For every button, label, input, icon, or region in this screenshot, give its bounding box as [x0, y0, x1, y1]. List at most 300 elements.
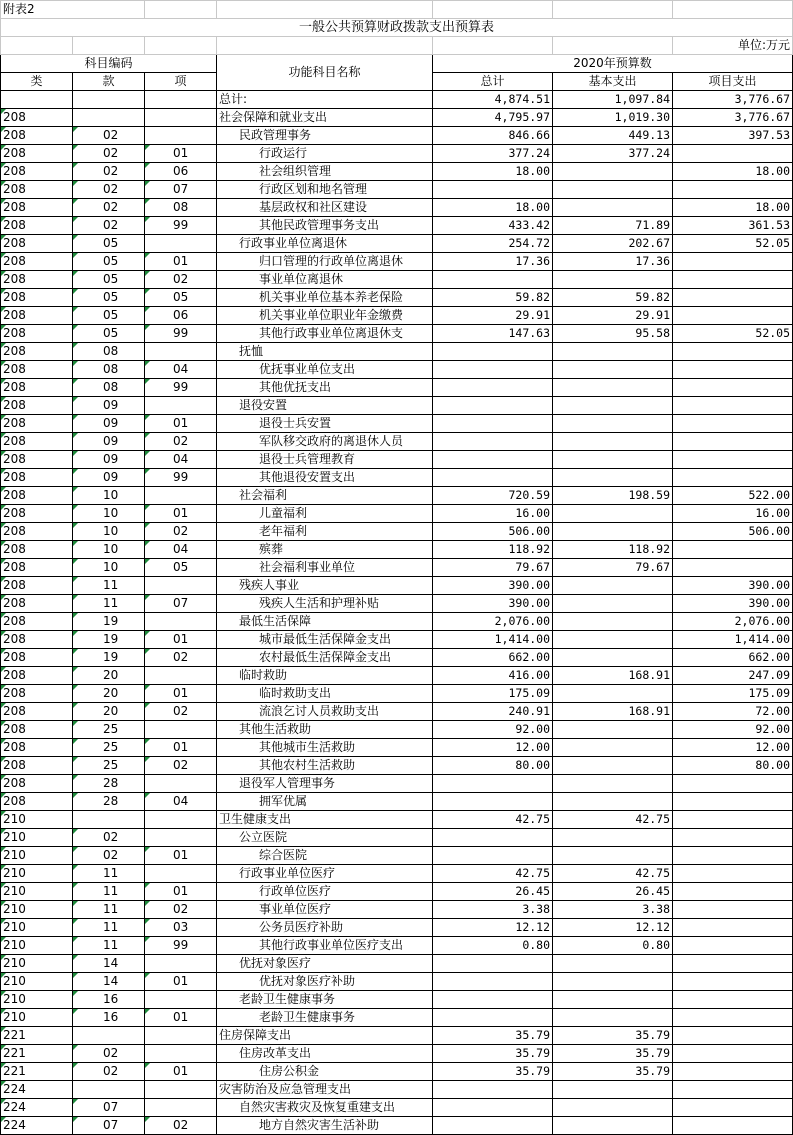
cell-total	[433, 991, 553, 1009]
cell-xiang	[145, 235, 217, 253]
page-title: 一般公共预算财政拨款支出预算表	[1, 19, 793, 37]
table-row	[1, 271, 793, 289]
cell-total: 662.00	[433, 649, 553, 667]
cell-kuan: 07	[73, 1099, 145, 1117]
cell-total: 17.36	[433, 253, 553, 271]
cell-function-name: 其他民政管理事务支出	[217, 217, 433, 235]
cell-xiang	[145, 865, 217, 883]
table-row	[1, 613, 793, 631]
cell-project	[673, 397, 793, 415]
cell-total	[433, 973, 553, 991]
cell-kuan: 11	[73, 865, 145, 883]
table-row	[1, 91, 793, 109]
cell-basic: 3.38	[553, 901, 673, 919]
cell-total: 147.63	[433, 325, 553, 343]
cell-xiang	[145, 667, 217, 685]
cell-project	[673, 1009, 793, 1027]
cell-project	[673, 1099, 793, 1117]
cell-lei: 208	[1, 613, 73, 631]
cell-basic: 0.80	[553, 937, 673, 955]
cell-function-name: 儿童福利	[217, 505, 433, 523]
cell-xiang: 04	[145, 451, 217, 469]
cell-lei	[1, 91, 73, 109]
cell-total: 35.79	[433, 1063, 553, 1081]
cell-lei: 210	[1, 955, 73, 973]
cell-kuan: 08	[73, 361, 145, 379]
cell-xiang: 02	[145, 649, 217, 667]
cell-total	[433, 829, 553, 847]
cell-project: 12.00	[673, 739, 793, 757]
cell-project	[673, 901, 793, 919]
cell-lei: 210	[1, 847, 73, 865]
table-row	[1, 397, 793, 415]
cell-project: 506.00	[673, 523, 793, 541]
cell-lei: 221	[1, 1063, 73, 1081]
cell-total	[433, 793, 553, 811]
cell-total: 29.91	[433, 307, 553, 325]
cell-function-name: 流浪乞讨人员救助支出	[217, 703, 433, 721]
cell-total: 80.00	[433, 757, 553, 775]
cell-basic	[553, 505, 673, 523]
cell-kuan: 09	[73, 451, 145, 469]
cell-kuan: 11	[73, 901, 145, 919]
cell-function-name: 其他生活救助	[217, 721, 433, 739]
cell-project	[673, 973, 793, 991]
cell-basic	[553, 595, 673, 613]
cell-xiang	[145, 1045, 217, 1063]
table-row	[1, 775, 793, 793]
cell-kuan	[73, 91, 145, 109]
table-row	[1, 595, 793, 613]
cell-lei: 210	[1, 991, 73, 1009]
cell-total: 16.00	[433, 505, 553, 523]
cell-function-name: 机关事业单位基本养老保险	[217, 289, 433, 307]
cell-xiang	[145, 397, 217, 415]
table-row	[1, 667, 793, 685]
cell-lei: 210	[1, 829, 73, 847]
cell-total: 18.00	[433, 163, 553, 181]
cell-basic	[553, 1117, 673, 1135]
cell-total: 59.82	[433, 289, 553, 307]
cell-basic: 1,019.30	[553, 109, 673, 127]
cell-total: 26.45	[433, 883, 553, 901]
cell-project	[673, 451, 793, 469]
cell-basic	[553, 1009, 673, 1027]
cell-project	[673, 793, 793, 811]
cell-total	[433, 451, 553, 469]
cell-project	[673, 433, 793, 451]
cell-xiang: 02	[145, 703, 217, 721]
cell-kuan: 09	[73, 415, 145, 433]
cell-lei: 208	[1, 505, 73, 523]
cell-lei: 208	[1, 253, 73, 271]
cell-lei: 210	[1, 973, 73, 991]
cell-basic	[553, 523, 673, 541]
cell-function-name: 其他行政事业单位离退休支	[217, 325, 433, 343]
cell-kuan: 11	[73, 577, 145, 595]
cell-function-name: 农村最低生活保障金支出	[217, 649, 433, 667]
cell-total: 42.75	[433, 811, 553, 829]
table-row	[1, 127, 793, 145]
cell-project	[673, 541, 793, 559]
cell-kuan	[73, 1081, 145, 1099]
cell-kuan: 02	[73, 1063, 145, 1081]
cell-basic: 12.12	[553, 919, 673, 937]
cell-basic: 42.75	[553, 811, 673, 829]
table-row	[1, 901, 793, 919]
cell-basic: 79.67	[553, 559, 673, 577]
cell-kuan: 19	[73, 631, 145, 649]
cell-lei: 208	[1, 739, 73, 757]
cell-lei: 208	[1, 145, 73, 163]
annex-label: 附表2	[1, 1, 145, 19]
cell-xiang: 08	[145, 199, 217, 217]
cell-basic	[553, 721, 673, 739]
cell-kuan: 05	[73, 271, 145, 289]
cell-kuan: 19	[73, 613, 145, 631]
cell-total: 35.79	[433, 1027, 553, 1045]
table-row	[1, 973, 793, 991]
cell-project	[673, 361, 793, 379]
cell-project: 72.00	[673, 703, 793, 721]
cell-xiang: 06	[145, 307, 217, 325]
cell-kuan: 25	[73, 721, 145, 739]
cell-total: 12.00	[433, 739, 553, 757]
cell-xiang	[145, 577, 217, 595]
cell-total: 433.42	[433, 217, 553, 235]
cell-xiang: 02	[145, 271, 217, 289]
table-row	[1, 253, 793, 271]
table-row	[1, 865, 793, 883]
cell-function-name: 行政事业单位医疗	[217, 865, 433, 883]
cell-kuan: 16	[73, 1009, 145, 1027]
cell-total: 18.00	[433, 199, 553, 217]
cell-total	[433, 271, 553, 289]
table-row	[1, 217, 793, 235]
table-row	[1, 505, 793, 523]
cell-function-name: 事业单位离退休	[217, 271, 433, 289]
cell-xiang: 01	[145, 1009, 217, 1027]
table-row	[1, 469, 793, 487]
cell-total	[433, 415, 553, 433]
cell-total	[433, 955, 553, 973]
cell-kuan: 20	[73, 685, 145, 703]
cell-xiang: 01	[145, 973, 217, 991]
cell-project: 92.00	[673, 721, 793, 739]
cell-basic: 118.92	[553, 541, 673, 559]
table-row	[1, 829, 793, 847]
cell-lei: 210	[1, 901, 73, 919]
cell-xiang	[145, 811, 217, 829]
cell-total	[433, 433, 553, 451]
cell-basic	[553, 631, 673, 649]
cell-kuan: 02	[73, 145, 145, 163]
header-budget-group: 2020年预算数	[433, 55, 793, 73]
table-row	[1, 919, 793, 937]
cell-total: 4,874.51	[433, 91, 553, 109]
cell-kuan: 09	[73, 469, 145, 487]
cell-kuan: 10	[73, 523, 145, 541]
cell-total: 2,076.00	[433, 613, 553, 631]
table-row	[1, 289, 793, 307]
cell-function-name: 民政管理事务	[217, 127, 433, 145]
cell-total: 1,414.00	[433, 631, 553, 649]
cell-project: 3,776.67	[673, 109, 793, 127]
cell-project	[673, 1027, 793, 1045]
cell-function-name: 残疾人生活和护理补贴	[217, 595, 433, 613]
cell-project: 3,776.67	[673, 91, 793, 109]
cell-project	[673, 379, 793, 397]
cell-function-name: 总计:	[217, 91, 433, 109]
cell-basic	[553, 829, 673, 847]
cell-xiang: 03	[145, 919, 217, 937]
cell-lei: 208	[1, 523, 73, 541]
cell-project	[673, 775, 793, 793]
table-row	[1, 1045, 793, 1063]
cell-lei: 210	[1, 883, 73, 901]
cell-kuan: 02	[73, 199, 145, 217]
table-row	[1, 847, 793, 865]
cell-lei: 224	[1, 1117, 73, 1135]
cell-kuan: 05	[73, 253, 145, 271]
table-row	[1, 109, 793, 127]
cell-project: 247.09	[673, 667, 793, 685]
cell-project	[673, 883, 793, 901]
cell-basic	[553, 739, 673, 757]
cell-kuan: 10	[73, 559, 145, 577]
header-xiang: 项	[145, 73, 217, 91]
cell-project	[673, 145, 793, 163]
cell-function-name: 行政事业单位离退休	[217, 235, 433, 253]
table-row	[1, 991, 793, 1009]
cell-basic	[553, 163, 673, 181]
cell-basic	[553, 847, 673, 865]
cell-kuan: 11	[73, 595, 145, 613]
cell-kuan: 16	[73, 991, 145, 1009]
cell-project: 522.00	[673, 487, 793, 505]
table-row	[1, 145, 793, 163]
cell-basic: 168.91	[553, 703, 673, 721]
cell-kuan: 02	[73, 1045, 145, 1063]
cell-basic	[553, 757, 673, 775]
cell-total: 3.38	[433, 901, 553, 919]
cell-xiang	[145, 1081, 217, 1099]
table-row	[1, 325, 793, 343]
cell-lei: 208	[1, 325, 73, 343]
cell-xiang: 02	[145, 523, 217, 541]
cell-basic: 17.36	[553, 253, 673, 271]
cell-kuan: 11	[73, 937, 145, 955]
table-row	[1, 955, 793, 973]
cell-total	[433, 847, 553, 865]
table-row	[1, 451, 793, 469]
cell-function-name: 其他行政事业单位医疗支出	[217, 937, 433, 955]
cell-project	[673, 307, 793, 325]
cell-function-name: 综合医院	[217, 847, 433, 865]
cell-project: 18.00	[673, 199, 793, 217]
cell-xiang	[145, 343, 217, 361]
table-row	[1, 415, 793, 433]
cell-function-name: 殡葬	[217, 541, 433, 559]
cell-project	[673, 289, 793, 307]
cell-basic: 71.89	[553, 217, 673, 235]
cell-kuan: 14	[73, 973, 145, 991]
cell-xiang: 01	[145, 1063, 217, 1081]
cell-function-name: 退役军人管理事务	[217, 775, 433, 793]
cell-lei: 208	[1, 685, 73, 703]
cell-basic: 95.58	[553, 325, 673, 343]
cell-lei: 210	[1, 811, 73, 829]
table-row	[1, 739, 793, 757]
cell-function-name: 优抚对象医疗补助	[217, 973, 433, 991]
table-row	[1, 1117, 793, 1135]
cell-project	[673, 955, 793, 973]
cell-function-name: 行政区划和地名管理	[217, 181, 433, 199]
table-row	[1, 1099, 793, 1117]
cell-lei: 208	[1, 397, 73, 415]
cell-function-name: 其他城市生活救助	[217, 739, 433, 757]
cell-total	[433, 469, 553, 487]
cell-xiang	[145, 613, 217, 631]
cell-kuan: 14	[73, 955, 145, 973]
cell-kuan: 09	[73, 433, 145, 451]
cell-kuan: 02	[73, 829, 145, 847]
cell-kuan: 02	[73, 163, 145, 181]
cell-total	[433, 379, 553, 397]
table-row	[1, 631, 793, 649]
table-row	[1, 379, 793, 397]
cell-function-name: 城市最低生活保障金支出	[217, 631, 433, 649]
cell-lei: 208	[1, 199, 73, 217]
table-row	[1, 361, 793, 379]
cell-kuan: 02	[73, 847, 145, 865]
cell-function-name: 社会福利事业单位	[217, 559, 433, 577]
cell-xiang	[145, 955, 217, 973]
table-row	[1, 721, 793, 739]
cell-lei: 208	[1, 217, 73, 235]
cell-total: 92.00	[433, 721, 553, 739]
cell-kuan: 08	[73, 343, 145, 361]
cell-basic	[553, 793, 673, 811]
cell-total: 35.79	[433, 1045, 553, 1063]
cell-kuan: 10	[73, 541, 145, 559]
cell-function-name: 其他农村生活救助	[217, 757, 433, 775]
cell-function-name: 社会福利	[217, 487, 433, 505]
cell-project: 361.53	[673, 217, 793, 235]
cell-xiang: 02	[145, 1117, 217, 1135]
cell-xiang	[145, 109, 217, 127]
cell-function-name: 机关事业单位职业年金缴费	[217, 307, 433, 325]
cell-project: 175.09	[673, 685, 793, 703]
cell-function-name: 临时救助支出	[217, 685, 433, 703]
cell-total: 42.75	[433, 865, 553, 883]
cell-lei: 221	[1, 1027, 73, 1045]
table-row	[1, 541, 793, 559]
cell-function-name: 住房改革支出	[217, 1045, 433, 1063]
cell-lei: 208	[1, 163, 73, 181]
cell-lei: 208	[1, 487, 73, 505]
cell-lei: 208	[1, 703, 73, 721]
cell-total: 720.59	[433, 487, 553, 505]
cell-project: 662.00	[673, 649, 793, 667]
cell-basic	[553, 577, 673, 595]
cell-basic	[553, 343, 673, 361]
cell-function-name: 卫生健康支出	[217, 811, 433, 829]
table-row	[1, 343, 793, 361]
cell-function-name: 行政运行	[217, 145, 433, 163]
cell-function-name: 住房保障支出	[217, 1027, 433, 1045]
cell-kuan: 10	[73, 487, 145, 505]
cell-lei: 208	[1, 721, 73, 739]
cell-kuan: 25	[73, 739, 145, 757]
cell-xiang: 01	[145, 415, 217, 433]
cell-total: 377.24	[433, 145, 553, 163]
cell-total: 12.12	[433, 919, 553, 937]
cell-function-name: 灾害防治及应急管理支出	[217, 1081, 433, 1099]
cell-lei: 208	[1, 109, 73, 127]
cell-project	[673, 415, 793, 433]
cell-project	[673, 847, 793, 865]
cell-function-name: 优抚对象医疗	[217, 955, 433, 973]
cell-xiang	[145, 1099, 217, 1117]
cell-basic	[553, 379, 673, 397]
cell-kuan: 09	[73, 397, 145, 415]
cell-xiang: 01	[145, 739, 217, 757]
table-row	[1, 1027, 793, 1045]
cell-project: 52.05	[673, 325, 793, 343]
table-row	[1, 649, 793, 667]
cell-project	[673, 829, 793, 847]
cell-total	[433, 181, 553, 199]
cell-function-name: 优抚事业单位支出	[217, 361, 433, 379]
cell-function-name: 住房公积金	[217, 1063, 433, 1081]
cell-project	[673, 181, 793, 199]
cell-project: 80.00	[673, 757, 793, 775]
cell-function-name: 行政单位医疗	[217, 883, 433, 901]
cell-kuan: 19	[73, 649, 145, 667]
cell-project	[673, 559, 793, 577]
cell-lei: 210	[1, 1009, 73, 1027]
cell-kuan: 20	[73, 703, 145, 721]
cell-xiang: 99	[145, 937, 217, 955]
cell-function-name: 事业单位医疗	[217, 901, 433, 919]
cell-kuan: 28	[73, 775, 145, 793]
cell-basic: 35.79	[553, 1063, 673, 1081]
table-row	[1, 1063, 793, 1081]
cell-xiang: 99	[145, 217, 217, 235]
cell-function-name: 公务员医疗补助	[217, 919, 433, 937]
cell-basic: 168.91	[553, 667, 673, 685]
cell-xiang	[145, 487, 217, 505]
table-row	[1, 793, 793, 811]
cell-function-name: 退役士兵管理教育	[217, 451, 433, 469]
cell-function-name: 基层政权和社区建设	[217, 199, 433, 217]
cell-basic	[553, 1081, 673, 1099]
cell-xiang: 07	[145, 595, 217, 613]
cell-xiang: 01	[145, 505, 217, 523]
cell-xiang: 06	[145, 163, 217, 181]
table-row	[1, 433, 793, 451]
table-row	[1, 703, 793, 721]
cell-lei: 210	[1, 937, 73, 955]
cell-total: 846.66	[433, 127, 553, 145]
cell-kuan: 20	[73, 667, 145, 685]
cell-kuan: 02	[73, 217, 145, 235]
cell-basic: 202.67	[553, 235, 673, 253]
cell-xiang	[145, 775, 217, 793]
cell-xiang: 04	[145, 361, 217, 379]
header-code-group: 科目编码	[1, 55, 217, 73]
